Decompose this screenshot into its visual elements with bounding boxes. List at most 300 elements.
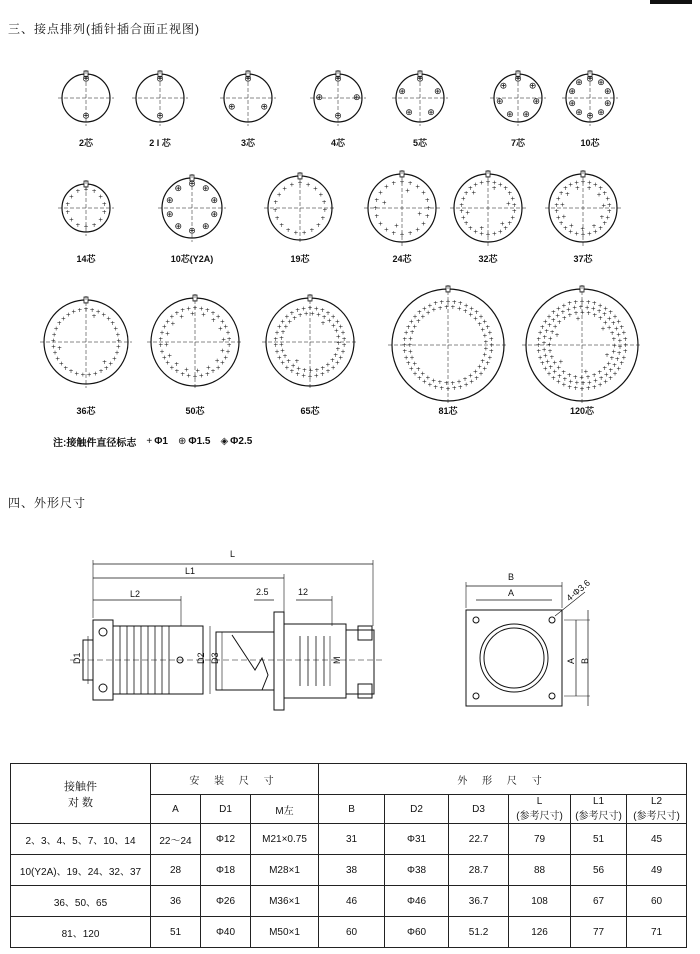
- pin: +: [50, 337, 56, 345]
- table-cell: 46: [319, 886, 385, 917]
- dim-2-5: 2.5: [256, 587, 269, 597]
- pin: +: [65, 200, 71, 208]
- pin: +: [612, 370, 618, 378]
- dim-D1: D1: [72, 652, 82, 664]
- pin: +: [98, 368, 104, 376]
- connector-face-3: [216, 66, 280, 130]
- pin: +: [417, 210, 423, 218]
- table-cell: 126: [509, 917, 571, 948]
- pin: +: [547, 341, 553, 349]
- pin: +: [98, 216, 104, 224]
- connector-label: 50芯: [185, 406, 205, 416]
- pin: +: [427, 302, 433, 310]
- pin: +: [579, 385, 585, 393]
- pin: +: [325, 368, 331, 376]
- section4-title: 四、外形尺寸: [8, 496, 87, 510]
- pin: +: [83, 223, 89, 231]
- pin: +: [542, 352, 548, 360]
- pin: +: [403, 329, 409, 337]
- pin: +: [279, 335, 285, 343]
- pin: +: [180, 371, 186, 379]
- connector-label: 120芯: [569, 406, 595, 416]
- pin: +: [329, 357, 335, 365]
- pin: +: [115, 343, 121, 351]
- table-cell: 38: [319, 855, 385, 886]
- pin: +: [170, 320, 176, 328]
- connector-2: [128, 66, 192, 148]
- pin: +: [467, 185, 473, 193]
- pin: ⊕: [165, 210, 174, 221]
- table-cell: Φ60: [385, 917, 449, 948]
- pin: +: [597, 369, 603, 377]
- connector-face-15: [143, 290, 247, 394]
- table-row: [11, 917, 687, 948]
- pin: +: [116, 337, 122, 345]
- pin: +: [284, 313, 290, 321]
- pin: +: [535, 342, 541, 349]
- dim-12: 12: [298, 587, 309, 597]
- pin: +: [583, 368, 589, 376]
- table-cell: 108: [509, 886, 571, 917]
- pin: +: [412, 313, 418, 321]
- pin: +: [482, 318, 488, 326]
- pin: +: [555, 312, 561, 320]
- pin: +: [159, 329, 165, 337]
- pin: +: [480, 326, 486, 334]
- pin: +: [63, 364, 69, 372]
- pin: +: [485, 360, 491, 368]
- pin: +: [505, 200, 511, 208]
- pin: +: [592, 312, 598, 320]
- pin-small-icon: +: [146, 436, 153, 447]
- pin: +: [68, 368, 74, 376]
- pin: +: [590, 305, 596, 313]
- pin: +: [546, 322, 553, 330]
- connector-face-4: [306, 66, 370, 130]
- pin: +: [622, 335, 628, 343]
- pin: +: [204, 306, 210, 314]
- pin: +: [539, 323, 545, 331]
- note-item-2-text: Φ1.5: [188, 436, 211, 447]
- pin: ⊕: [210, 195, 219, 206]
- pin: +: [219, 347, 225, 355]
- pin: +: [325, 361, 331, 369]
- pin: +: [485, 178, 491, 186]
- pin: ⊕: [604, 98, 612, 109]
- dim-A-top: A: [508, 588, 515, 598]
- connector-face-14: [36, 292, 136, 392]
- table-cell: 49: [627, 855, 687, 886]
- pin: +: [53, 325, 59, 333]
- connector-label: 5芯: [412, 138, 427, 148]
- pin: +: [57, 345, 63, 353]
- pin: +: [159, 348, 165, 356]
- pin: +: [507, 189, 513, 197]
- table-cell: 79: [509, 824, 571, 855]
- pin: +: [322, 207, 328, 215]
- pin: +: [333, 351, 339, 359]
- pin: +: [167, 352, 173, 360]
- pin: +: [471, 189, 477, 197]
- th-col: D2: [385, 795, 449, 824]
- pin: +: [83, 186, 89, 194]
- table-row: [11, 824, 687, 855]
- pin: +: [416, 308, 422, 316]
- pin: +: [558, 358, 564, 366]
- pin: +: [274, 329, 280, 337]
- table-cell: Φ26: [201, 886, 251, 917]
- pin: +: [91, 221, 97, 229]
- connector-face-17: [384, 281, 512, 409]
- pin: +: [431, 306, 437, 314]
- pin: +: [219, 318, 225, 326]
- pin: +: [52, 349, 58, 357]
- pin: +: [575, 315, 581, 323]
- table-cell: 71: [627, 917, 687, 948]
- pin: +: [77, 306, 83, 314]
- table-row: [11, 886, 687, 917]
- pin: +: [487, 329, 493, 337]
- pin: +: [319, 371, 325, 379]
- pin: +: [478, 370, 484, 378]
- pin: +: [433, 300, 439, 308]
- pin: ⊕: [210, 210, 219, 221]
- pin: +: [613, 325, 619, 333]
- pin: +: [485, 323, 491, 331]
- pin: +: [309, 310, 315, 318]
- pin: +: [503, 224, 509, 232]
- pin: +: [399, 178, 405, 186]
- pin: +: [55, 355, 61, 363]
- pin: +: [579, 374, 585, 382]
- pin: +: [579, 309, 585, 317]
- pin: +: [274, 348, 280, 356]
- pin: +: [334, 318, 340, 326]
- pin: +: [568, 378, 574, 386]
- pin: +: [573, 310, 579, 318]
- pin: ⊕: [82, 74, 90, 85]
- pin: +: [374, 196, 380, 204]
- pin: ⊕: [575, 108, 583, 119]
- connector-face-1: [54, 66, 118, 130]
- pin: +: [606, 201, 612, 209]
- pin: +: [463, 220, 469, 228]
- pin: +: [226, 342, 232, 350]
- pin: +: [537, 329, 543, 337]
- pin: +: [542, 333, 548, 341]
- pin: +: [415, 183, 421, 191]
- pin: ⊕: [568, 87, 576, 98]
- pin: ⊕: [597, 77, 605, 88]
- pin: +: [568, 222, 574, 230]
- pin: +: [289, 309, 295, 317]
- pin: +: [165, 318, 171, 326]
- pin: +: [586, 185, 592, 193]
- pin: +: [420, 220, 426, 228]
- pin: +: [437, 304, 443, 312]
- pin: +: [482, 365, 488, 373]
- pin: +: [192, 304, 198, 312]
- pin: +: [591, 372, 597, 380]
- pin: +: [547, 335, 553, 343]
- connector-9: [154, 170, 230, 264]
- pin: +: [86, 371, 92, 379]
- pin: +: [75, 221, 81, 229]
- pin: +: [473, 181, 479, 189]
- table-cell: M21×0.75: [251, 824, 319, 855]
- pin: +: [472, 368, 478, 376]
- pin: +: [65, 311, 71, 319]
- pin: +: [445, 298, 451, 306]
- pin: +: [550, 317, 556, 325]
- pin: +: [319, 306, 325, 314]
- pin: +: [210, 368, 216, 376]
- dim-A-side: A: [566, 657, 576, 664]
- pin: +: [412, 360, 418, 368]
- pin: +: [605, 195, 611, 203]
- connector-label: 14芯: [76, 254, 96, 264]
- connector-face-10: [260, 168, 340, 248]
- pin: ⊕: [165, 195, 174, 206]
- pin: +: [101, 358, 107, 366]
- pin: +: [554, 332, 560, 340]
- pin: +: [174, 309, 180, 317]
- table-cell: 10(Y2A)、19、24、32、37: [11, 855, 151, 886]
- pin: +: [602, 189, 608, 197]
- pin: +: [573, 385, 579, 393]
- pin: +: [564, 191, 570, 199]
- connector-label: 36芯: [76, 406, 96, 416]
- pin: +: [606, 360, 612, 368]
- pin: +: [315, 311, 322, 319]
- connector-18: [518, 281, 646, 416]
- pin: +: [292, 314, 298, 322]
- pin: +: [198, 305, 204, 313]
- pin: +: [308, 367, 314, 375]
- pin: +: [511, 208, 517, 216]
- dim-D3: D3: [210, 652, 220, 664]
- table-cell: Φ38: [385, 855, 449, 886]
- pin: +: [616, 365, 622, 373]
- pin: +: [341, 342, 347, 350]
- pin: +: [480, 357, 486, 365]
- pin: +: [403, 354, 409, 362]
- pin: +: [603, 371, 609, 379]
- pin: +: [415, 226, 421, 234]
- table-cell: 51: [571, 824, 627, 855]
- pin: +: [510, 214, 516, 222]
- th-col: A: [151, 795, 201, 824]
- pin: +: [439, 298, 445, 306]
- pin: +: [479, 224, 485, 232]
- pin: +: [597, 302, 603, 310]
- pin: +: [545, 358, 551, 366]
- pin: +: [95, 308, 101, 316]
- dim-L1: L1: [185, 566, 196, 576]
- pin: +: [541, 346, 547, 354]
- pin: +: [604, 351, 610, 359]
- connector-label: 10芯(Y2A): [170, 254, 214, 264]
- pin: +: [198, 372, 204, 380]
- pin: +: [179, 313, 185, 321]
- pin: +: [51, 331, 57, 339]
- table-cell: 36: [151, 886, 201, 917]
- th-install: 安 装 尺 寸: [151, 764, 319, 795]
- pin: +: [567, 300, 573, 308]
- pin: +: [622, 348, 628, 356]
- pin: +: [605, 214, 611, 222]
- pin: +: [289, 181, 295, 189]
- pin: +: [473, 228, 479, 236]
- pin: +: [285, 226, 291, 234]
- pin: +: [421, 378, 427, 386]
- pin: +: [110, 319, 116, 327]
- pin: +: [383, 183, 389, 191]
- pin: +: [617, 343, 623, 351]
- pin: +: [617, 337, 623, 345]
- pin: +: [402, 348, 408, 356]
- pin: +: [294, 358, 300, 366]
- pin: ⊕: [434, 87, 442, 98]
- pin: +: [108, 360, 114, 368]
- pin: +: [305, 181, 311, 189]
- pin: +: [479, 230, 485, 238]
- connector-label: 10芯: [580, 138, 600, 148]
- pin: ⊕: [506, 109, 514, 120]
- table-cell: 60: [627, 886, 687, 917]
- pin: +: [537, 354, 543, 362]
- note-item-2: [178, 436, 211, 447]
- pin: +: [539, 360, 545, 368]
- connector-label: 19芯: [290, 254, 310, 264]
- table-cell: 51.2: [449, 917, 509, 948]
- pin: +: [561, 368, 567, 376]
- pin: +: [215, 364, 221, 372]
- pin: +: [113, 325, 119, 333]
- pin: +: [478, 313, 484, 321]
- pin: +: [320, 319, 326, 327]
- th-col: D1: [201, 795, 251, 824]
- pin: +: [548, 363, 554, 371]
- pin: +: [293, 229, 299, 237]
- th-col: L1 (参考尺寸): [571, 795, 627, 824]
- pin: +: [546, 313, 552, 321]
- pin: +: [573, 298, 579, 306]
- pin: +: [547, 347, 553, 355]
- pin: +: [186, 305, 192, 313]
- pin: +: [468, 311, 474, 319]
- pin: +: [60, 315, 66, 323]
- pin: +: [295, 371, 301, 379]
- table-cell: M50×1: [251, 917, 319, 948]
- pin: +: [161, 323, 167, 331]
- connector-13: [541, 166, 625, 264]
- pin: +: [456, 305, 462, 313]
- pin: +: [391, 230, 397, 238]
- pin: +: [158, 342, 164, 350]
- pin: +: [611, 342, 617, 350]
- pin: +: [174, 361, 180, 369]
- pin: +: [459, 208, 465, 216]
- pin: +: [556, 318, 562, 326]
- pin: +: [560, 309, 566, 317]
- th-col: D3: [449, 795, 509, 824]
- pin: +: [572, 304, 578, 312]
- pin: +: [586, 379, 592, 387]
- pin: +: [491, 179, 497, 187]
- pin: +: [225, 329, 231, 337]
- table-cell: 56: [571, 855, 627, 886]
- pin: +: [621, 329, 627, 337]
- pin: +: [450, 379, 456, 387]
- pin: +: [68, 216, 74, 224]
- table-cell: M36×1: [251, 886, 319, 917]
- pin: +: [474, 375, 480, 383]
- table-cell: 36.7: [449, 886, 509, 917]
- pin: +: [611, 348, 617, 356]
- pin: ⊕: [334, 74, 342, 85]
- pin: +: [556, 364, 562, 372]
- pin: +: [340, 348, 346, 356]
- pin: +: [158, 335, 164, 343]
- table-cell: 60: [319, 917, 385, 948]
- pin: +: [312, 185, 318, 193]
- pin: +: [549, 329, 555, 337]
- pin: +: [608, 308, 614, 316]
- pin: +: [597, 381, 603, 389]
- connector-label: 81芯: [438, 406, 458, 416]
- pin: +: [421, 305, 427, 313]
- pin: +: [307, 304, 313, 312]
- pin: +: [381, 199, 387, 207]
- th-col: M左: [251, 795, 319, 824]
- pin: +: [616, 331, 622, 339]
- connector-16: [258, 290, 362, 416]
- pin: +: [568, 228, 574, 236]
- pin: +: [290, 362, 296, 370]
- pin: +: [585, 385, 591, 393]
- table-cell: 22～24: [151, 824, 201, 855]
- pin: +: [619, 323, 625, 331]
- pin: +: [591, 300, 597, 308]
- pin: +: [394, 222, 400, 230]
- pin: +: [561, 381, 567, 389]
- pin: +: [497, 228, 503, 236]
- pin: ⊕: [499, 81, 508, 92]
- pin: +: [549, 354, 555, 362]
- pin: +: [555, 305, 561, 313]
- pin: +: [274, 215, 280, 223]
- pin: +: [280, 329, 286, 337]
- pin: +: [557, 372, 563, 380]
- pin: +: [412, 323, 418, 331]
- pin: ⊕: [228, 102, 236, 113]
- connector-label: 24芯: [392, 254, 412, 264]
- pin: +: [186, 372, 192, 380]
- connector-label: 65芯: [300, 406, 320, 416]
- note-item-1: [146, 436, 168, 447]
- pin: +: [598, 224, 604, 232]
- pin: +: [320, 364, 326, 372]
- pin: +: [585, 298, 591, 306]
- th-contacts: 接触件 对 数: [11, 764, 151, 824]
- pin: +: [161, 354, 167, 362]
- pin: +: [416, 375, 422, 383]
- pin: +: [71, 308, 77, 316]
- connector-5: [388, 66, 452, 148]
- pin: +: [75, 188, 81, 196]
- pin: +: [542, 365, 548, 373]
